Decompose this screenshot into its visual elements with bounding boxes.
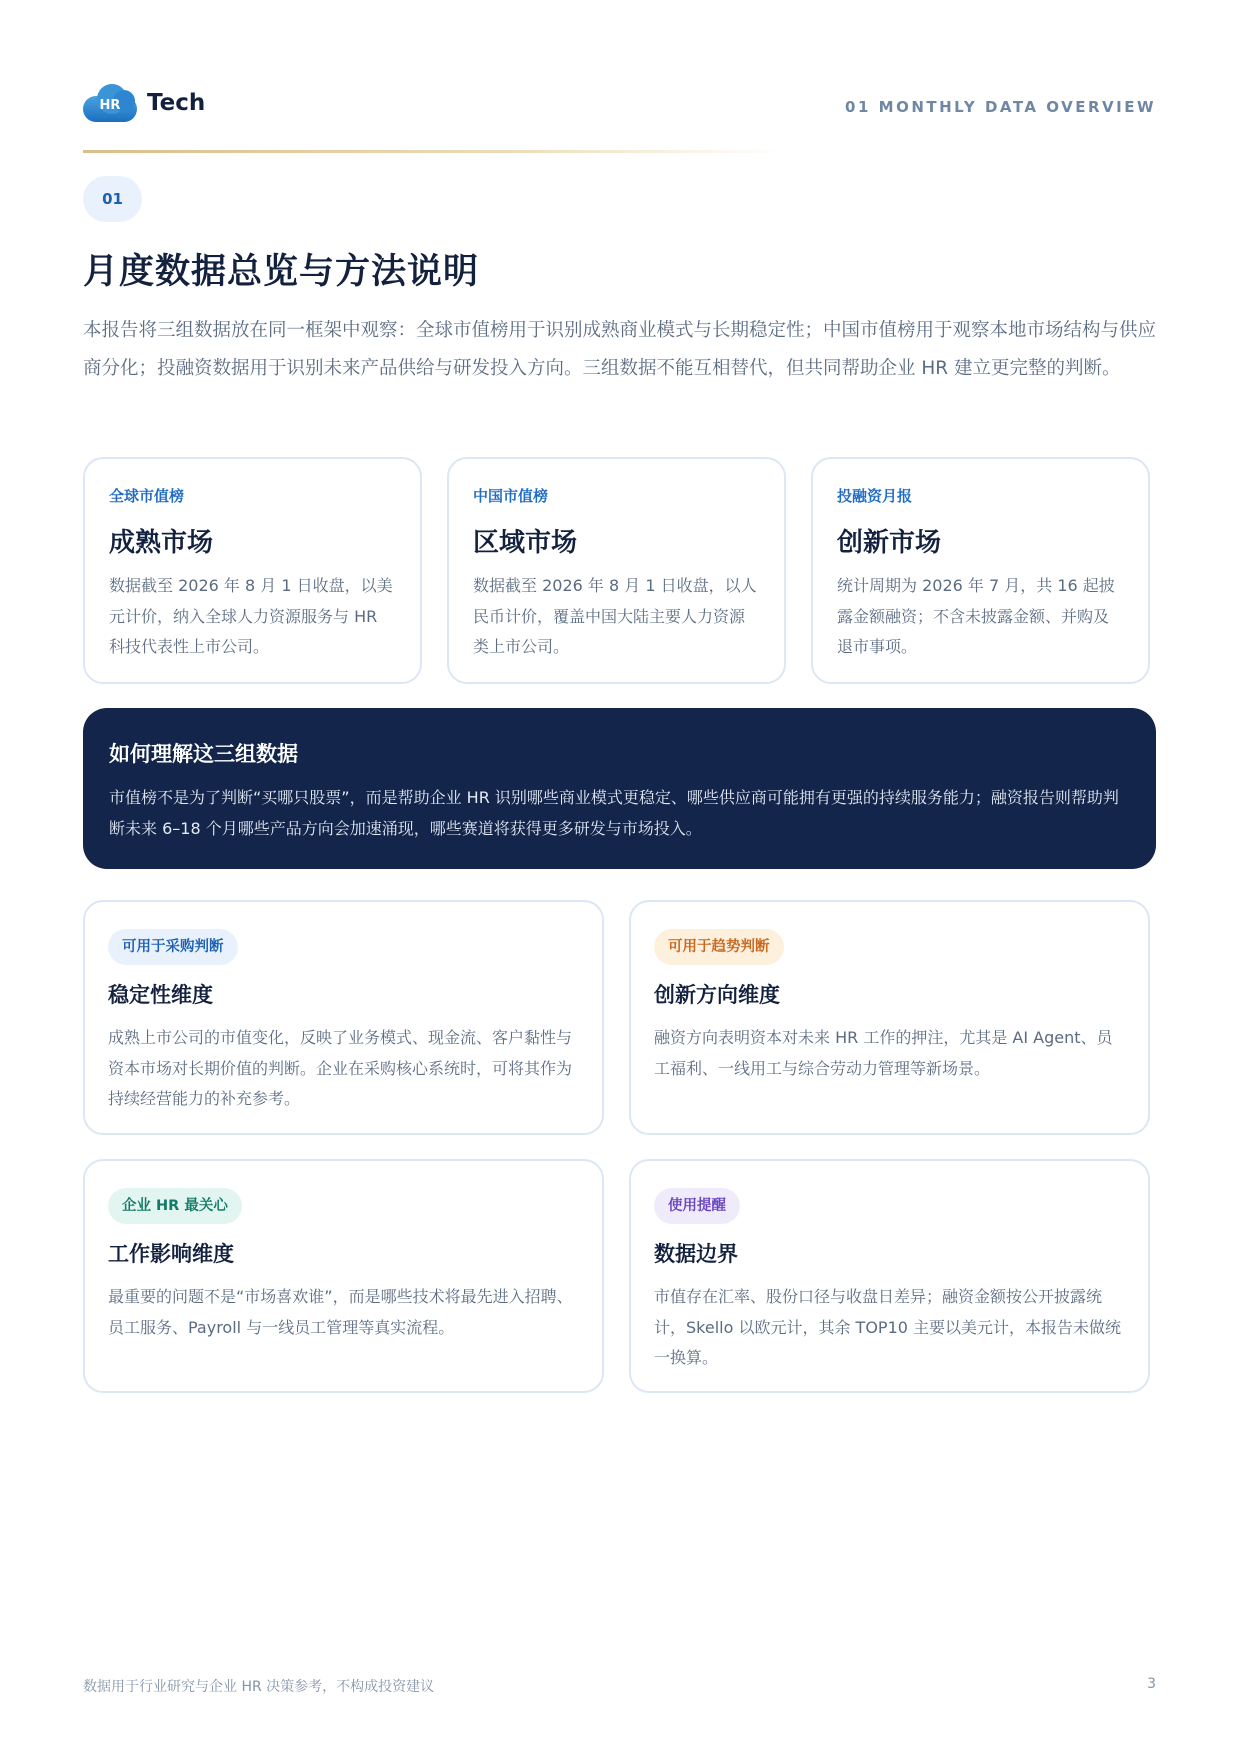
page-header: [83, 80, 1156, 130]
dimension-card-innovation: [629, 900, 1150, 1135]
card-heading: 创新市场: [837, 528, 942, 558]
dimension-tag: 可用于趋势判断: [654, 929, 784, 965]
logo-text: Tech: [147, 90, 206, 116]
card-heading: 区域市场: [473, 528, 578, 558]
market-card-global: [83, 457, 422, 684]
card-heading: 成熟市场: [109, 528, 214, 558]
dimension-heading: 数据边界: [654, 1242, 738, 1266]
logo-badge: HR: [99, 98, 121, 113]
explanation-panel: [83, 708, 1156, 869]
report-page: [83, 0, 1156, 1753]
footer-disclaimer: 数据用于行业研究与企业 HR 决策参考，不构成投资建议: [83, 1679, 435, 1695]
intro-paragraph: 本报告将三组数据放在同一框架中观察：全球市值榜用于识别成熟商业模式与长期稳定性；中国市值榜用于观察本地市场结构与供应商分化；投融资数据用于识别未来产品供给与研发投入方向。三组数据不能互相替代，但共同帮助企业 HR 建立更完整的判断。: [83, 320, 1157, 379]
dimension-tag: 使用提醒: [654, 1188, 740, 1224]
market-card-funding: [811, 457, 1150, 684]
card-text: 统计周期为 2026 年 7 月，共 16 起披露金额融资；不含未披露金额、并购及退市事项。: [837, 576, 1115, 656]
section-label: 01 MONTHLY DATA OVERVIEW: [845, 98, 1156, 116]
dimension-card-stability: [83, 900, 604, 1135]
brand-logo: [83, 84, 205, 122]
market-card-china: [447, 457, 786, 684]
card-tag: 投融资月报: [837, 487, 913, 505]
explanation-heading: 如何理解这三组数据: [109, 742, 298, 766]
card-text: 数据截至 2026 年 8 月 1 日收盘，以美元计价，纳入全球人力资源服务与 HR 科技代表性上市公司。: [109, 576, 393, 656]
dimension-text: 最重要的问题不是“市场喜欢谁”，而是哪些技术将最先进入招聘、员工服务、Payroll 与一线员工管理等真实流程。: [108, 1287, 573, 1337]
dimension-heading: 创新方向维度: [654, 983, 780, 1007]
dimension-text: 融资方向表明资本对未来 HR 工作的押注，尤其是 AI Agent、员工福利、一线用工与综合劳动力管理等新场景。: [654, 1028, 1113, 1078]
dimension-tag: 可用于采购判断: [108, 929, 238, 965]
dimension-tag: 企业 HR 最关心: [108, 1188, 242, 1224]
page-number: 3: [1147, 1676, 1156, 1692]
dimension-text: 成熟上市公司的市值变化，反映了业务模式、现金流、客户黏性与资本市场对长期价值的判断。企业在采购核心系统时，可将其作为持续经营能力的补充参考。: [108, 1028, 573, 1108]
card-tag: 全球市值榜: [109, 487, 185, 505]
explanation-text: 市值榜不是为了判断“买哪只股票”，而是帮助企业 HR 识别哪些商业模式更稳定、哪些供应商可能拥有更强的持续服务能力；融资报告则帮助判断未来 6–18 个月哪些产品方向会加速涌现，哪些赛道将获得更多研发与市场投入。: [109, 788, 1119, 838]
header-divider: [83, 150, 783, 153]
page-title: 月度数据总览与方法说明: [83, 252, 480, 292]
dimension-heading: 工作影响维度: [108, 1242, 234, 1266]
dimension-heading: 稳定性维度: [108, 983, 213, 1007]
section-number-badge: 01: [83, 176, 142, 222]
card-tag: 中国市值榜: [473, 487, 549, 505]
dimension-text: 市值存在汇率、股份口径与收盘日差异；融资金额按公开披露统计，Skello 以欧元计，其余 TOP10 主要以美元计，本报告未做统一换算。: [654, 1287, 1122, 1367]
card-text: 数据截至 2026 年 8 月 1 日收盘，以人民币计价，覆盖中国大陆主要人力资源类上市公司。: [473, 576, 757, 656]
dimension-card-impact: [83, 1159, 604, 1393]
dimension-card-boundary: [629, 1159, 1150, 1393]
cloud-logo-icon: [83, 84, 139, 122]
